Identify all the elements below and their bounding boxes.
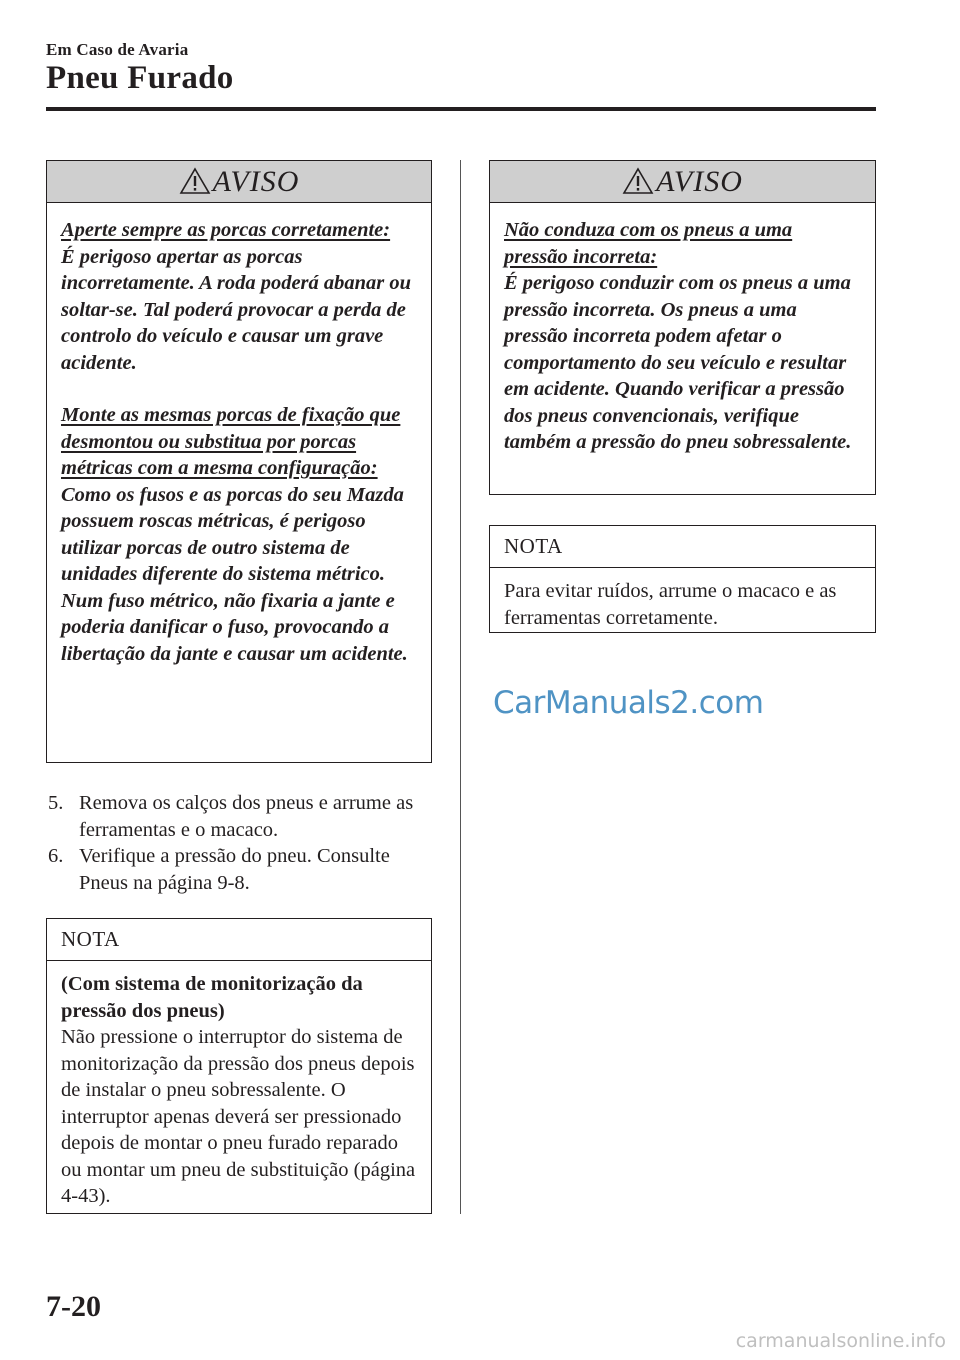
warning-header — [490, 161, 875, 203]
step-item — [46, 790, 436, 843]
warning-title: AVISO — [656, 164, 743, 198]
note-box-left — [46, 918, 432, 1214]
section-label: Em Caso de Avaria — [46, 40, 189, 59]
warning-title: AVISO — [212, 164, 300, 198]
note-box-right — [489, 525, 876, 633]
note-body — [490, 568, 875, 643]
note-body — [47, 961, 431, 1222]
note-text: Para evitar ruídos, arrume o macaco e as ferramentas corretamente. — [504, 580, 837, 629]
step-number: 6. — [48, 845, 64, 867]
warning-box-right — [489, 160, 876, 495]
watermark-logo: CarManuals2.com — [493, 685, 764, 721]
warning-body — [490, 203, 875, 468]
warning-paragraph — [61, 217, 417, 376]
note-text: Não pressione o interruptor do sistema de monitorização da pressão dos pneus depois de instalar o pneu sobressalente. O interruptor apenas deverá ser pressionado depois de montar o pneu furado reparado ou montar um pneu de substituição (página 4-43). — [61, 1026, 416, 1207]
step-text: Remova os calços dos pneus e arrume as ferramentas e o macaco. — [79, 792, 414, 841]
warning-paragraph — [504, 217, 861, 456]
procedure-steps — [46, 790, 436, 896]
page-number: 7-20 — [46, 1290, 101, 1323]
note-title: NOTA — [47, 919, 431, 961]
warning-triangle-icon — [179, 167, 211, 195]
note-title: NOTA — [490, 526, 875, 568]
page-title: Pneu Furado — [46, 60, 234, 96]
warning-heading: Não conduza com os pneus a uma pressão incorreta: — [504, 219, 793, 268]
title-rule — [46, 107, 876, 111]
column-divider — [460, 160, 461, 1214]
warning-header — [47, 161, 431, 203]
warning-paragraph — [61, 402, 417, 667]
warning-heading: Aperte sempre as porcas corretamente: — [61, 219, 391, 241]
step-number: 5. — [48, 792, 64, 814]
step-text: Verifique a pressão do pneu. Consulte Pneus na página 9-8. — [79, 845, 390, 894]
warning-text: É perigoso conduzir com os pneus a uma pressão incorreta. Os pneus a uma pressão incorreta podem afetar o comportamento do seu veículo e resultar em acidente. Quando verificar a pressão dos pneus convencionais, verifique também a pressão do pneu sobressalente. — [504, 272, 852, 453]
note-heading: (Com sistema de monitorização da pressão dos pneus) — [61, 973, 363, 1022]
warning-triangle-icon — [622, 167, 654, 195]
warning-body — [47, 203, 431, 679]
warning-text: É perigoso apertar as porcas incorretamente. A roda poderá abanar ou soltar-se. Tal poderá provocar a perda de controlo do veículo e causar um grave acidente. — [61, 245, 412, 374]
warning-heading: Monte as mesmas porcas de fixação que desmontou ou substitua por porcas métricas com a mesma configuração: — [61, 404, 401, 479]
warning-box-left — [46, 160, 432, 763]
warning-text: Como os fusos e as porcas do seu Mazda possuem roscas métricas, é perigoso utilizar porcas de outro sistema de unidades diferente do sistema métrico. Num fuso métrico, não fixaria a jante e poderia danificar o fuso, provocando a libertação da jante e causar um acidente. — [61, 483, 408, 665]
footer-watermark: carmanualsonline.info — [735, 1330, 946, 1352]
step-item — [46, 843, 436, 896]
